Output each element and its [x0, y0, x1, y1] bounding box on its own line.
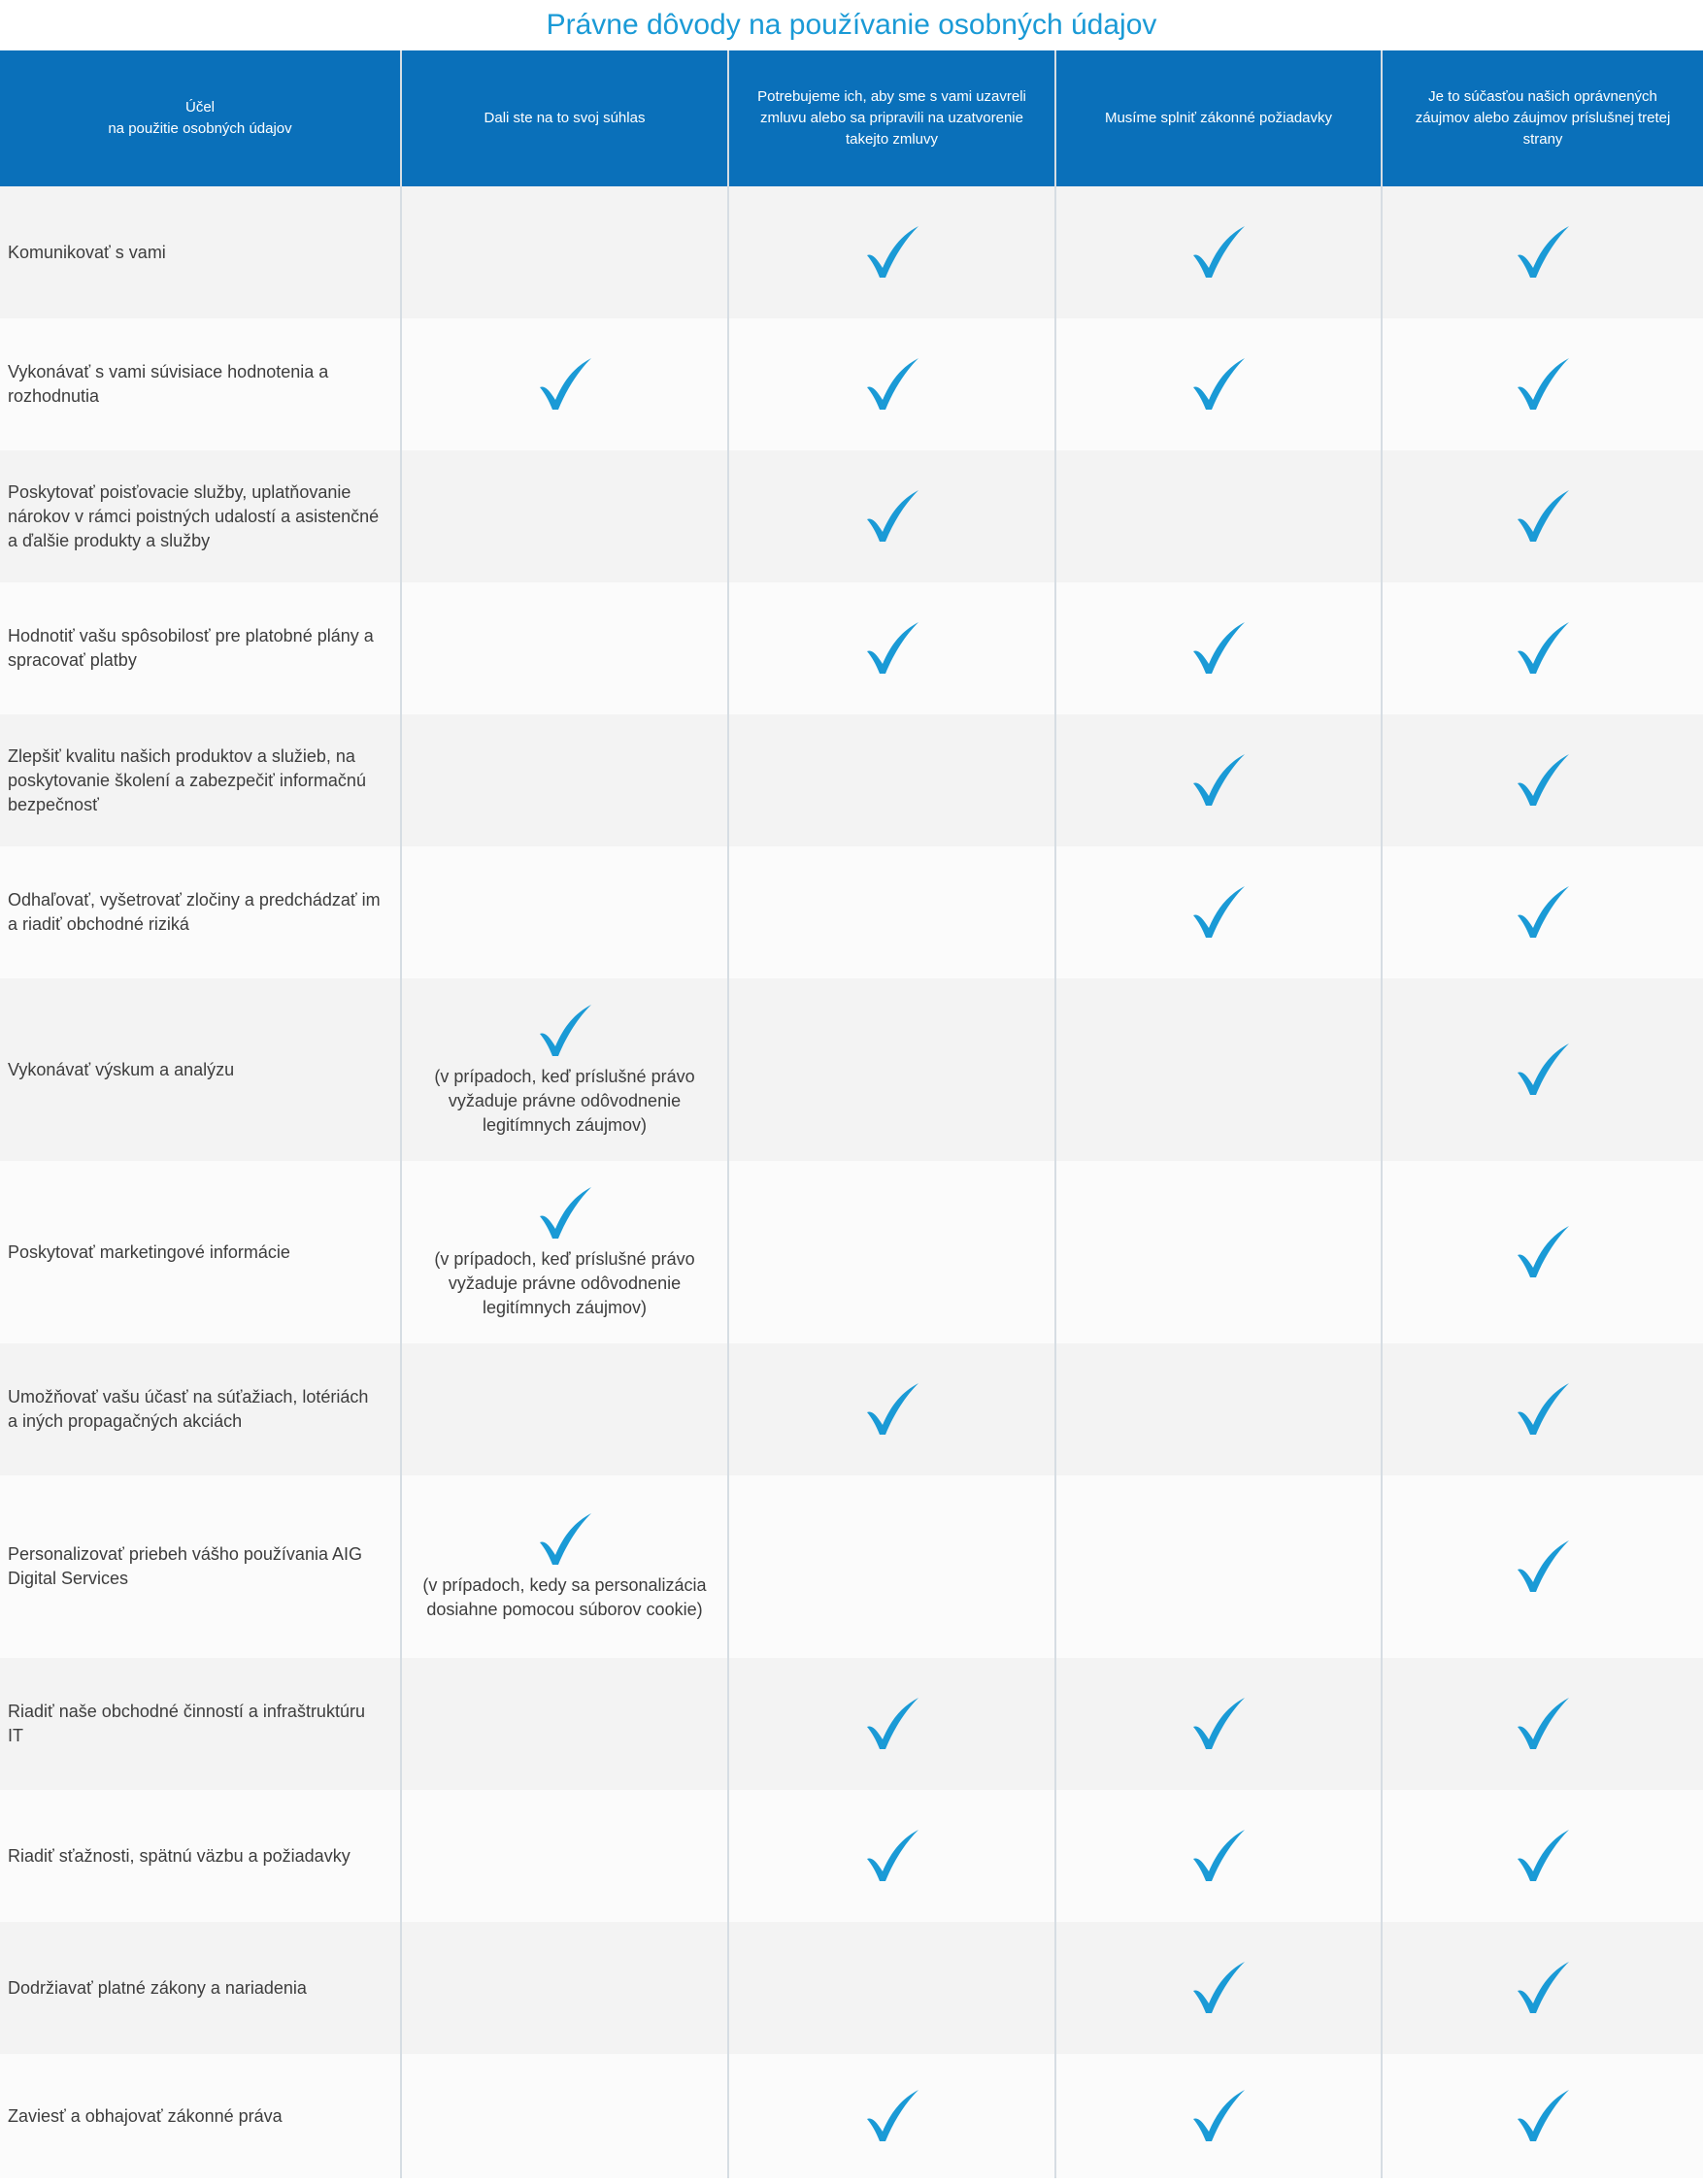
cell-legal-obligation — [1055, 1475, 1382, 1658]
purpose-cell: Personalizovať priebeh vášho používania AIG Digital Services — [0, 1475, 401, 1658]
checkmark-icon — [1189, 356, 1248, 413]
table-row — [0, 318, 1703, 450]
checkmark-icon — [536, 1003, 594, 1059]
cell-legal-obligation — [1055, 978, 1382, 1161]
cell-contract — [728, 582, 1055, 714]
cell-consent — [401, 1343, 728, 1475]
cell-legal-obligation — [1055, 714, 1382, 846]
table-row — [0, 846, 1703, 978]
purpose-cell: Umožňovať vašu účasť na súťažiach, lotériách a iných propagačných akciách — [0, 1343, 401, 1475]
cell-legal-obligation — [1055, 582, 1382, 714]
cell-consent — [401, 2054, 728, 2178]
cell-legal-obligation — [1055, 1343, 1382, 1475]
cell-contract — [728, 1922, 1055, 2054]
cell-legitimate-interest — [1382, 1161, 1703, 1343]
cell-contract — [728, 978, 1055, 1161]
cell-consent — [401, 846, 728, 978]
checkmark-icon — [1189, 884, 1248, 941]
table-header — [0, 50, 1703, 186]
cell-legitimate-interest — [1382, 2054, 1703, 2178]
cell-legal-obligation — [1055, 186, 1382, 318]
table-row — [0, 1658, 1703, 1790]
checkmark-icon — [1514, 884, 1572, 941]
checkmark-icon — [536, 356, 594, 413]
cell-contract — [728, 1343, 1055, 1475]
page-title: Právne dôvody na používanie osobných údajov — [546, 9, 1157, 41]
cell-legal-obligation — [1055, 450, 1382, 582]
checkmark-icon — [1514, 620, 1572, 677]
checkmark-icon — [863, 1696, 921, 1752]
header-row — [0, 50, 1703, 186]
table-row — [0, 582, 1703, 714]
table-row — [0, 2054, 1703, 2178]
cell-contract — [728, 1161, 1055, 1343]
checkmark-icon — [1514, 488, 1572, 545]
checkmark-icon — [1514, 1696, 1572, 1752]
table-row — [0, 1922, 1703, 2054]
cell-consent — [401, 450, 728, 582]
cell-consent — [401, 318, 728, 450]
checkmark-icon — [1514, 1381, 1572, 1438]
purpose-cell: Poskytovať poisťovacie služby, uplatňovanie nárokov v rámci poistných udalostí a asistenčné a ďalšie produkty a služby — [0, 450, 401, 582]
purpose-cell: Poskytovať marketingové informácie — [0, 1161, 401, 1343]
checkmark-icon — [863, 2088, 921, 2144]
purpose-cell: Hodnotiť vašu spôsobilosť pre platobné plány a spracovať platby — [0, 582, 401, 714]
table-row — [0, 1790, 1703, 1922]
purpose-cell: Zaviesť a obhajovať zákonné práva — [0, 2054, 401, 2178]
cell-consent — [401, 1790, 728, 1922]
purpose-cell: Vykonávať výskum a analýzu — [0, 978, 401, 1161]
cell-legitimate-interest — [1382, 714, 1703, 846]
checkmark-icon — [1189, 620, 1248, 677]
purpose-cell: Zlepšiť kvalitu našich produktov a služieb, na poskytovanie školení a zabezpečiť informačnú bezpečnosť — [0, 714, 401, 846]
cell-contract — [728, 1790, 1055, 1922]
checkmark-icon — [1514, 1960, 1572, 2016]
purpose-cell: Dodržiavať platné zákony a nariadenia — [0, 1922, 401, 2054]
cell-legitimate-interest — [1382, 1922, 1703, 2054]
checkmark-icon — [863, 224, 921, 281]
cell-legal-obligation — [1055, 1161, 1382, 1343]
cell-consent — [401, 186, 728, 318]
cell-legitimate-interest — [1382, 978, 1703, 1161]
column-header-legitimate-interest: Je to súčasťou našich oprávnených záujmov alebo záujmov príslušnej tretej strany — [1382, 50, 1703, 186]
checkmark-icon — [1514, 1042, 1572, 1098]
purpose-cell: Riadiť sťažnosti, spätnú väzbu a požiadavky — [0, 1790, 401, 1922]
table-row — [0, 978, 1703, 1161]
table-body — [0, 186, 1703, 2178]
table-row — [0, 1343, 1703, 1475]
checkmark-icon — [536, 1511, 594, 1568]
table-row — [0, 1161, 1703, 1343]
table-row — [0, 450, 1703, 582]
cell-contract — [728, 1658, 1055, 1790]
cell-consent — [401, 1658, 728, 1790]
table-row — [0, 1475, 1703, 1658]
column-header-contract: Potrebujeme ich, aby sme s vami uzavreli zmluvu alebo sa pripravili na uzatvorenie takejto zmluvy — [728, 50, 1055, 186]
purpose-cell: Odhaľovať, vyšetrovať zločiny a predchádzať im a riadiť obchodné riziká — [0, 846, 401, 978]
checkmark-icon — [863, 620, 921, 677]
cell-legitimate-interest — [1382, 1343, 1703, 1475]
condition-note: (v prípadoch, keď príslušné právo vyžaduje právne odôvodnenie legitímnych záujmov) — [434, 1248, 695, 1317]
checkmark-icon — [863, 488, 921, 545]
checkmark-icon — [1189, 1960, 1248, 2016]
checkmark-icon — [1189, 2088, 1248, 2144]
checkmark-icon — [1189, 224, 1248, 281]
cell-legal-obligation — [1055, 846, 1382, 978]
cell-legal-obligation — [1055, 1790, 1382, 1922]
condition-note: (v prípadoch, keď príslušné právo vyžaduje právne odôvodnenie legitímnych záujmov) — [434, 1066, 695, 1135]
checkmark-icon — [1514, 752, 1572, 809]
cell-contract — [728, 1475, 1055, 1658]
cell-consent — [401, 978, 728, 1161]
condition-note: (v prípadoch, kedy sa personalizácia dosiahne pomocou súborov cookie) — [422, 1575, 707, 1619]
checkmark-icon — [863, 1828, 921, 1884]
cell-contract — [728, 186, 1055, 318]
cell-consent — [401, 582, 728, 714]
cell-legitimate-interest — [1382, 1790, 1703, 1922]
purpose-cell: Vykonávať s vami súvisiace hodnotenia a rozhodnutia — [0, 318, 401, 450]
cell-legitimate-interest — [1382, 1475, 1703, 1658]
checkmark-icon — [1189, 752, 1248, 809]
cell-contract — [728, 2054, 1055, 2178]
cell-legal-obligation — [1055, 1922, 1382, 2054]
table-row — [0, 714, 1703, 846]
checkmark-icon — [1514, 1828, 1572, 1884]
cell-consent — [401, 1922, 728, 2054]
column-header-legal-obligation: Musíme splniť zákonné požiadavky — [1055, 50, 1382, 186]
cell-legitimate-interest — [1382, 1658, 1703, 1790]
checkmark-icon — [536, 1185, 594, 1241]
cell-legal-obligation — [1055, 318, 1382, 450]
cell-legitimate-interest — [1382, 846, 1703, 978]
cell-consent — [401, 1475, 728, 1658]
cell-consent — [401, 1161, 728, 1343]
cell-contract — [728, 714, 1055, 846]
purpose-cell: Komunikovať s vami — [0, 186, 401, 318]
cell-legitimate-interest — [1382, 450, 1703, 582]
checkmark-icon — [1514, 356, 1572, 413]
checkmark-icon — [1189, 1696, 1248, 1752]
checkmark-icon — [863, 356, 921, 413]
purpose-cell: Riadiť naše obchodné činností a infraštruktúru IT — [0, 1658, 401, 1790]
cell-consent — [401, 714, 728, 846]
cell-legitimate-interest — [1382, 186, 1703, 318]
checkmark-icon — [1189, 1828, 1248, 1884]
checkmark-icon — [1514, 1539, 1572, 1595]
cell-legal-obligation — [1055, 1658, 1382, 1790]
checkmark-icon — [1514, 224, 1572, 281]
cell-legitimate-interest — [1382, 582, 1703, 714]
cell-contract — [728, 450, 1055, 582]
checkmark-icon — [1514, 1224, 1572, 1280]
cell-legitimate-interest — [1382, 318, 1703, 450]
table-row — [0, 186, 1703, 318]
checkmark-icon — [1514, 2088, 1572, 2144]
legal-basis-table — [0, 50, 1703, 2178]
cell-contract — [728, 318, 1055, 450]
column-header-consent: Dali ste na to svoj súhlas — [401, 50, 728, 186]
column-header-purpose: Účel na použitie osobných údajov — [0, 50, 401, 186]
cell-contract — [728, 846, 1055, 978]
checkmark-icon — [863, 1381, 921, 1438]
cell-legal-obligation — [1055, 2054, 1382, 2178]
